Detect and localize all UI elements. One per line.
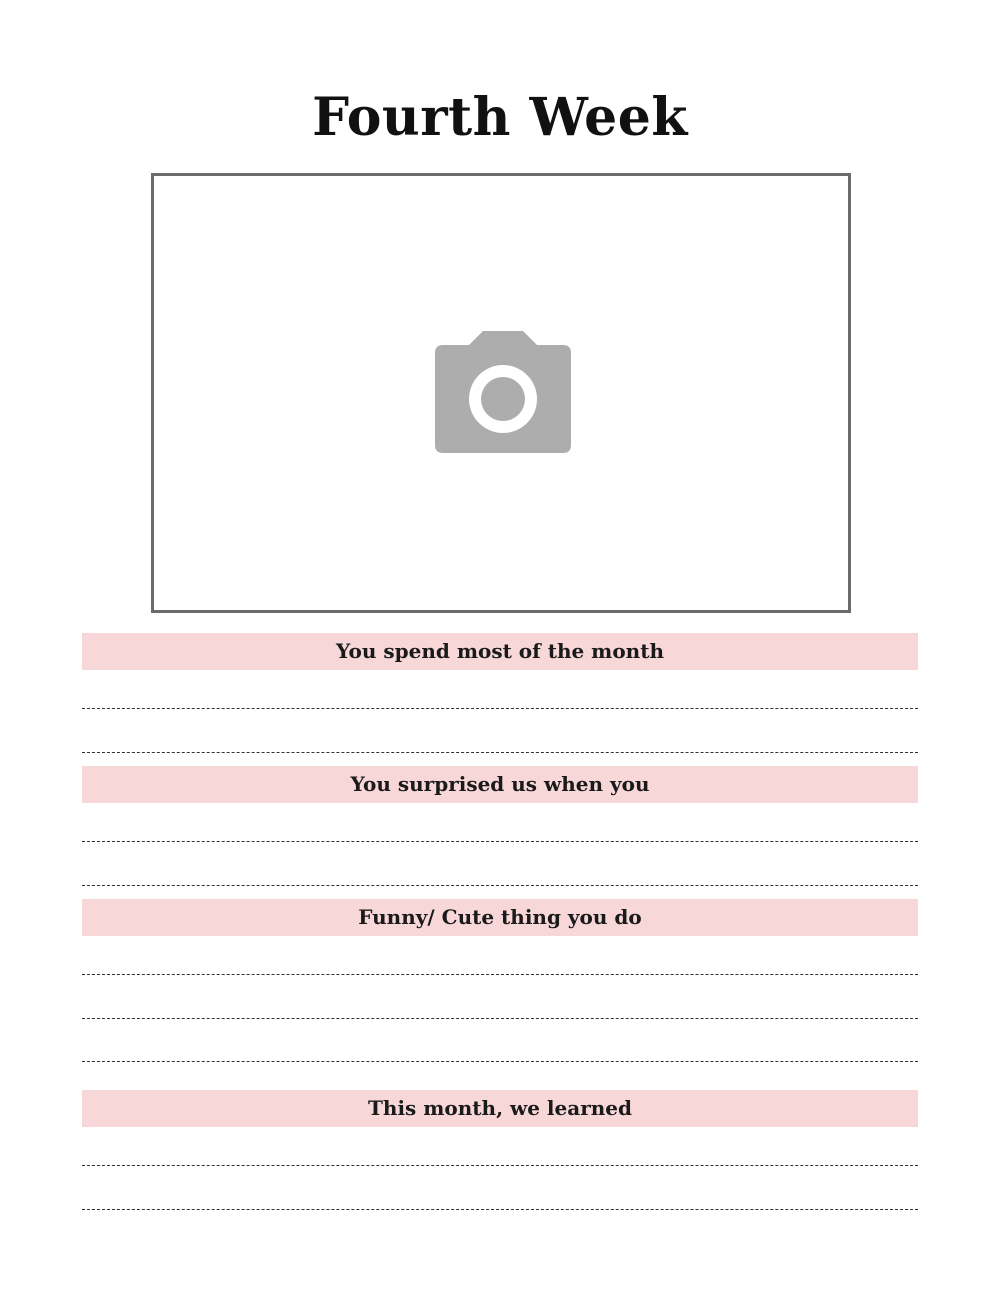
photo-placeholder[interactable] (151, 173, 851, 613)
section-header-funny-cute: Funny/ Cute thing you do (82, 899, 918, 936)
page-title: Fourth Week (312, 87, 688, 148)
writing-line[interactable] (82, 885, 918, 886)
writing-line[interactable] (82, 1061, 918, 1062)
writing-line[interactable] (82, 1018, 918, 1019)
writing-line[interactable] (82, 752, 918, 753)
writing-line[interactable] (82, 1165, 918, 1166)
writing-line[interactable] (82, 974, 918, 975)
camera-icon (435, 331, 571, 455)
writing-line[interactable] (82, 708, 918, 709)
writing-line[interactable] (82, 841, 918, 842)
section-header-surprised-us: You surprised us when you (82, 766, 918, 803)
section-header-we-learned: This month, we learned (82, 1090, 918, 1127)
writing-line[interactable] (82, 1209, 918, 1210)
section-header-spend-month: You spend most of the month (82, 633, 918, 670)
